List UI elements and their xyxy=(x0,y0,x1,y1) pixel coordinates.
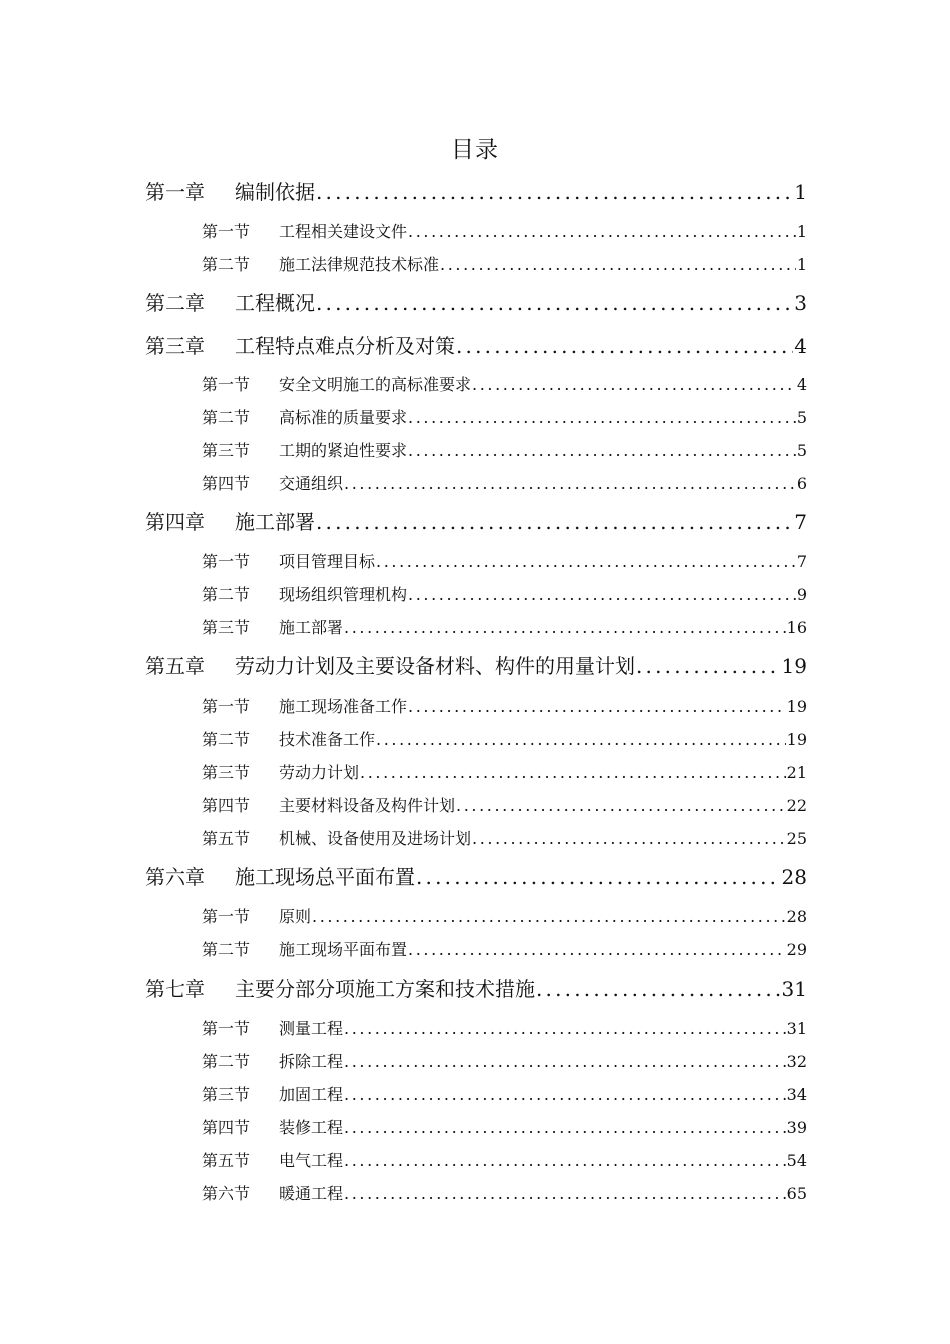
dot-leader xyxy=(344,1017,786,1041)
dot-leader xyxy=(456,332,793,360)
toc-section-entry[interactable] xyxy=(202,472,807,496)
toc-section-entry[interactable] xyxy=(202,794,807,818)
section-title: 主要材料设备及构件计划 xyxy=(279,796,456,815)
chapter-number: 第三章 xyxy=(145,334,205,358)
toc-chapter-entry[interactable] xyxy=(145,178,807,206)
dot-leader xyxy=(408,439,796,463)
section-number: 第四节 xyxy=(202,474,251,493)
section-title: 拆除工程 xyxy=(279,1052,344,1071)
section-number: 第三节 xyxy=(202,1085,251,1104)
dot-leader xyxy=(408,938,786,962)
toc-section-entry[interactable] xyxy=(202,1182,807,1206)
toc-section-entry[interactable] xyxy=(202,827,807,851)
dot-leader xyxy=(344,1083,786,1107)
dot-leader xyxy=(344,1149,786,1173)
page-number: 19 xyxy=(786,730,807,749)
section-title: 现场组织管理机构 xyxy=(279,585,408,604)
page-number: 28 xyxy=(781,865,807,889)
toc-chapter-entry[interactable] xyxy=(145,975,807,1003)
page-number: 1 xyxy=(796,255,807,274)
page-number: 22 xyxy=(786,796,807,815)
section-number: 第五节 xyxy=(202,829,251,848)
page-number: 4 xyxy=(796,375,807,394)
chapter-title: 施工现场总平面布置 xyxy=(235,865,415,889)
toc-section-entry[interactable] xyxy=(202,253,807,277)
dot-leader xyxy=(472,373,796,397)
section-title: 工程相关建设文件 xyxy=(279,222,408,241)
dot-leader xyxy=(408,695,786,719)
page-number: 28 xyxy=(786,907,807,926)
toc-section-entry[interactable] xyxy=(202,373,807,397)
section-number: 第二节 xyxy=(202,940,251,959)
section-title: 机械、设备使用及进场计划 xyxy=(279,829,472,848)
chapter-number: 第六章 xyxy=(145,865,205,889)
section-title: 劳动力计划 xyxy=(279,763,360,782)
toc-section-entry[interactable] xyxy=(202,220,807,244)
toc-section-entry[interactable] xyxy=(202,728,807,752)
section-title: 安全文明施工的高标准要求 xyxy=(279,375,472,394)
section-number: 第三节 xyxy=(202,763,251,782)
page-number: 5 xyxy=(796,408,807,427)
toc-section-entry[interactable] xyxy=(202,406,807,430)
toc-chapter-entry[interactable] xyxy=(145,863,807,891)
dot-leader xyxy=(344,1116,786,1140)
chapter-title: 工程特点难点分析及对策 xyxy=(235,334,455,358)
dot-leader xyxy=(472,827,786,851)
page-number: 34 xyxy=(786,1085,807,1104)
section-number: 第一节 xyxy=(202,907,251,926)
section-title: 交通组织 xyxy=(279,474,344,493)
dot-leader xyxy=(312,905,786,929)
dot-leader xyxy=(408,406,796,430)
section-title: 加固工程 xyxy=(279,1085,344,1104)
page-number: 29 xyxy=(786,940,807,959)
dot-leader xyxy=(376,728,786,752)
toc-chapter-entry[interactable] xyxy=(145,508,807,536)
section-number: 第二节 xyxy=(202,585,251,604)
dot-leader xyxy=(344,616,786,640)
page-number: 6 xyxy=(796,474,807,493)
page-number: 19 xyxy=(781,654,807,678)
page-number: 19 xyxy=(786,697,807,716)
section-number: 第二节 xyxy=(202,1052,251,1071)
dot-leader xyxy=(416,863,781,891)
section-title: 施工法律规范技术标准 xyxy=(279,255,440,274)
chapter-title: 主要分部分项施工方案和技术措施 xyxy=(235,977,535,1001)
toc-section-entry[interactable] xyxy=(202,616,807,640)
section-title: 测量工程 xyxy=(279,1019,344,1038)
section-number: 第四节 xyxy=(202,1118,251,1137)
chapter-number: 第七章 xyxy=(145,977,205,1001)
page-number: 32 xyxy=(786,1052,807,1071)
toc-section-entry[interactable] xyxy=(202,905,807,929)
dot-leader xyxy=(636,652,781,680)
page-number: 7 xyxy=(794,510,807,534)
section-title: 暖通工程 xyxy=(279,1184,344,1203)
section-title: 技术准备工作 xyxy=(279,730,376,749)
dot-leader xyxy=(440,253,796,277)
dot-leader xyxy=(376,550,796,574)
dot-leader xyxy=(344,472,796,496)
section-number: 第一节 xyxy=(202,222,251,241)
chapter-title: 编制依据 xyxy=(235,180,315,204)
toc-section-entry[interactable] xyxy=(202,761,807,785)
page-number: 25 xyxy=(786,829,807,848)
page-number: 4 xyxy=(794,334,807,358)
page-number: 31 xyxy=(781,977,807,1001)
section-title: 工期的紧迫性要求 xyxy=(279,441,408,460)
section-number: 第二节 xyxy=(202,408,251,427)
page-number: 16 xyxy=(786,618,807,637)
section-number: 第二节 xyxy=(202,255,251,274)
chapter-number: 第四章 xyxy=(145,510,205,534)
page-number: 39 xyxy=(786,1118,807,1137)
toc-section-entry[interactable] xyxy=(202,938,807,962)
section-number: 第四节 xyxy=(202,796,251,815)
toc-chapter-entry[interactable] xyxy=(145,289,807,317)
section-title: 项目管理目标 xyxy=(279,552,376,571)
toc-section-entry[interactable] xyxy=(202,1116,807,1140)
chapter-title: 劳动力计划及主要设备材料、构件的用量计划 xyxy=(235,654,635,678)
dot-leader xyxy=(316,178,793,206)
toc-section-entry[interactable] xyxy=(202,1017,807,1041)
chapter-title: 工程概况 xyxy=(235,291,315,315)
chapter-title: 施工部署 xyxy=(235,510,315,534)
toc-title: 目录 xyxy=(451,137,499,163)
toc-section-entry[interactable] xyxy=(202,439,807,463)
toc-section-entry[interactable] xyxy=(202,1149,807,1173)
page-number: 54 xyxy=(786,1151,807,1170)
section-number: 第一节 xyxy=(202,697,251,716)
toc-section-entry[interactable] xyxy=(202,1083,807,1107)
page-number: 9 xyxy=(796,585,807,604)
page-number: 7 xyxy=(796,552,807,571)
dot-leader xyxy=(360,761,786,785)
section-number: 第一节 xyxy=(202,375,251,394)
page-number: 5 xyxy=(796,441,807,460)
section-title: 原则 xyxy=(279,907,312,926)
section-number: 第三节 xyxy=(202,441,251,460)
section-number: 第三节 xyxy=(202,618,251,637)
dot-leader xyxy=(344,1050,786,1074)
toc-section-entry[interactable] xyxy=(202,1050,807,1074)
section-number: 第一节 xyxy=(202,1019,251,1038)
section-number: 第一节 xyxy=(202,552,251,571)
dot-leader xyxy=(536,975,781,1003)
chapter-number: 第二章 xyxy=(145,291,205,315)
dot-leader xyxy=(344,1182,786,1206)
section-number: 第二节 xyxy=(202,730,251,749)
toc-section-entry[interactable] xyxy=(202,583,807,607)
section-title: 施工现场平面布置 xyxy=(279,940,408,959)
toc-section-entry[interactable] xyxy=(202,695,807,719)
page-number: 21 xyxy=(786,763,807,782)
dot-leader xyxy=(316,508,793,536)
toc-chapter-entry[interactable] xyxy=(145,332,807,360)
page-number: 65 xyxy=(786,1184,807,1203)
dot-leader xyxy=(408,583,796,607)
toc-chapter-entry[interactable] xyxy=(145,652,807,680)
page-number: 1 xyxy=(796,222,807,241)
section-title: 施工部署 xyxy=(279,618,344,637)
toc-section-entry[interactable] xyxy=(202,550,807,574)
dot-leader xyxy=(456,794,786,818)
section-title: 电气工程 xyxy=(279,1151,344,1170)
dot-leader xyxy=(316,289,793,317)
section-title: 高标准的质量要求 xyxy=(279,408,408,427)
chapter-number: 第一章 xyxy=(145,180,205,204)
page-number: 3 xyxy=(794,291,807,315)
dot-leader xyxy=(408,220,796,244)
chapter-number: 第五章 xyxy=(145,654,205,678)
page-number: 1 xyxy=(794,180,807,204)
section-title: 装修工程 xyxy=(279,1118,344,1137)
section-number: 第六节 xyxy=(202,1184,251,1203)
page-number: 31 xyxy=(786,1019,807,1038)
section-number: 第五节 xyxy=(202,1151,251,1170)
section-title: 施工现场准备工作 xyxy=(279,697,408,716)
